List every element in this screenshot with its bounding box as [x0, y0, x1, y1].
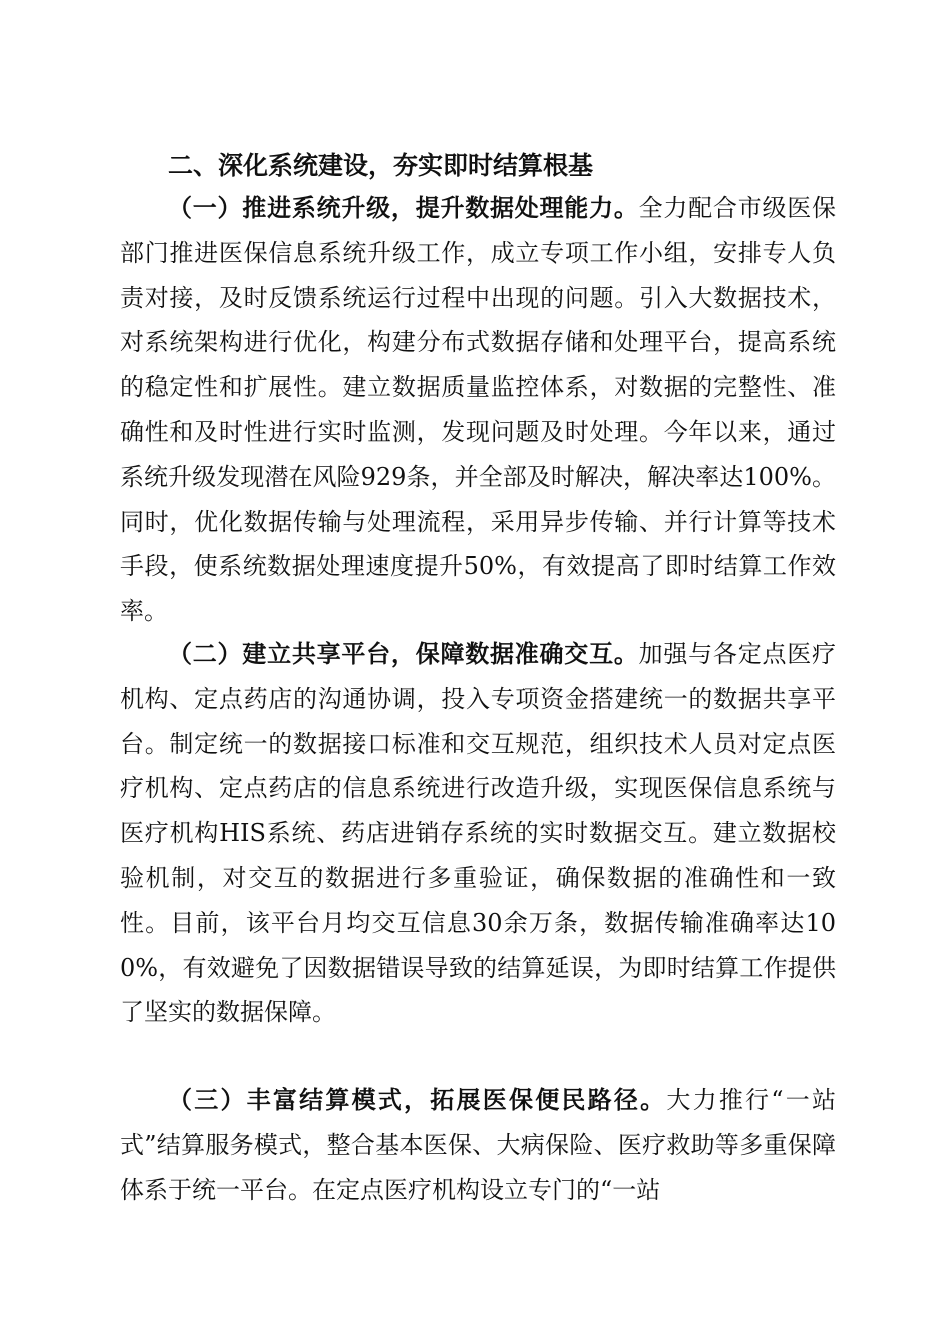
paragraph-text: [120, 1078, 836, 1212]
paragraph-2: [120, 632, 836, 1035]
paragraph-body: 加强与各定点医疗机构、定点药店的沟通协调，投入专项资金搭建统一的数据共享平台。制定统一的数据接口标准和交互规范，组织技术人员对定点医疗机构、定点药店的信息系统进行改造升级，实现医保信息系统与医疗机构HIS系统、药店进销存系统的实时数据交互。建立数据校验机制，对交互的数据进行多重验证，确保数据的准确性和一致性。目前，该平台月均交互信息30余万条，数据传输准确率达100%，有效避免了因数据错误导致的结算延误，为即时结算工作提供了坚实的数据保障。: [120, 640, 837, 1027]
paragraph-3: [120, 1078, 836, 1212]
paragraph-lead: （一）推进系统升级，提升数据处理能力。: [168, 193, 639, 222]
paragraph-body: 大力推行“一站式”结算服务模式，整合基本医保、大病保险、医疗救助等多重保障体系于统一平台。在定点医疗机构设立专门的“一站: [120, 1086, 837, 1204]
paragraph-text: [120, 632, 836, 1035]
paragraph-lead: （三）丰富结算模式，拓展医保便民路径。: [168, 1085, 667, 1114]
paragraph-body: 全力配合市级医保部门推进医保信息系统升级工作，成立专项工作小组，安排专人负责对接，及时反馈系统运行过程中出现的问题。引入大数据技术，对系统架构进行优化，构建分布式数据存储和处理平台，提高系统的稳定性和扩展性。建立数据质量监控体系，对数据的完整性、准确性和及时性进行实时监测，发现问题及时处理。今年以来，通过系统升级发现潜在风险929条，并全部及时解决，解决率达100%。同时，优化数据传输与处理流程，采用异步传输、并行计算等技术手段，使系统数据处理速度提升50%，有效提高了即时结算工作效率。: [120, 194, 837, 626]
paragraph-lead: （二）建立共享平台，保障数据准确交互。: [168, 639, 639, 668]
paragraph-1: [120, 186, 836, 634]
paragraph-text: [120, 186, 836, 634]
section-heading: 二、深化系统建设，夯实即时结算根基: [168, 151, 594, 180]
